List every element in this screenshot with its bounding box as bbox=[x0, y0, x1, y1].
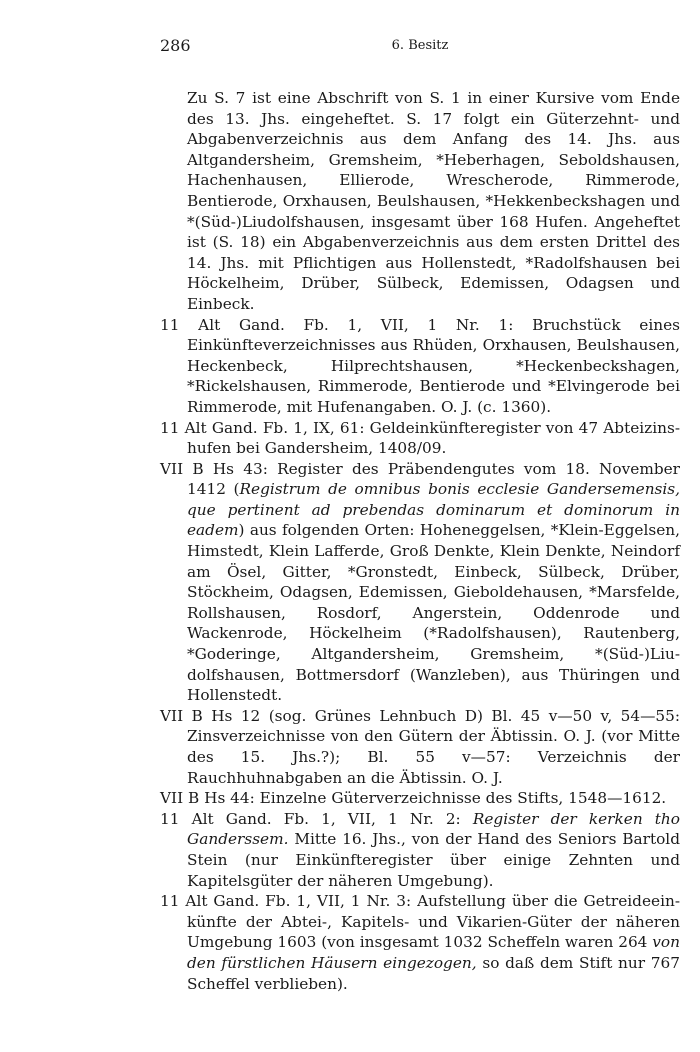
archive-entry bbox=[160, 891, 680, 994]
page-body bbox=[160, 88, 680, 994]
running-head: 6. Besitz bbox=[391, 38, 449, 53]
archive-entry bbox=[160, 706, 680, 788]
archive-entry bbox=[160, 315, 680, 418]
text-segment: Mitte 16. Jhs., von der Hand des Seniors Bartold Stein (nur Einkünfteregister über einige Zehnten und Kapitelsgüter der näheren Umgebung). bbox=[187, 830, 680, 890]
text-segment: 11 Alt Gand. Fb. 1, VII, 1 Nr. 1: Bruchstück eines Einkünfteverzeichnisses aus Rhüden, Orxhausen, Beulshausen, Heckenbeck, Hilprechtshausen, *Heckenbeckshagen, *Rickelshausen, Rimmerode, Bentierode und *Elvingerode bei Rimmerode, mit Hufenangaben. O. J. (c. 1360). bbox=[160, 315, 680, 416]
text-segment: Zu S. 7 ist eine Abschrift von S. 1 in einer Kursive vom Ende des 13. Jhs. eingeheftet. S. 17 folgt ein Güterzehnt- und Abgabenverzeichnis aus dem Anfang des 14. Jhs. aus Altgandersheim, Gremsheim, *Heberhagen, Seboldshausen, Hachenhausen, Ellierode, Wrescherode, Rimmerode, Bentierode, Orxhausen, Beulshausen, *Hekkenbeckshagen und *(Süd-)Liudolfshausen, insgesamt über 168 Hufen. Angeheftet ist (S. 18) ein Abgabenverzeichnis aus dem ersten Drittel des 14. Jhs. mit Pflichtigen aus Hollenstedt, *Radolfshausen bei Höckelheim, Drüber, Sülbeck, Edemissen, Odagsen und Einbeck. bbox=[187, 89, 680, 313]
text-segment: 11 Alt Gand. Fb. 1, VII, 1 Nr. 2: bbox=[160, 809, 473, 828]
quoted-phrase: von den fürstlichen Häusern eingezogen, bbox=[187, 933, 680, 972]
text-segment: VII B Hs 43: Register des Präbendengutes vom 18. November 1412 ( bbox=[160, 459, 680, 499]
page-number: 286 bbox=[160, 36, 191, 55]
page-header bbox=[160, 36, 680, 66]
archive-entry bbox=[160, 459, 680, 706]
archive-entry bbox=[160, 809, 680, 891]
text-segment: 11 Alt Gand. Fb. 1, IX, 61: Geldeinkünfteregister von 47 Abteizinshufen bei Gandersheim, 1408/09. bbox=[160, 418, 680, 458]
archive-entry bbox=[160, 788, 680, 809]
text-segment: VII B Hs 44: Einzelne Güterverzeichnisse des Stifts, 1548—1612. bbox=[160, 789, 667, 808]
latin-title: Registrum de omnibus bonis ecclesie Gandersemensis, que pertinent ad prebendas dominarum et dominorum in eadem bbox=[187, 480, 681, 540]
text-segment: so daß dem Stift nur 767 Scheffel verblieben). bbox=[187, 953, 680, 993]
text-segment: VII B Hs 12 (sog. Grünes Lehnbuch D) Bl. 45 v—50 v, 54—55: Zinsverzeichnisse von den Gütern der Äbtissin. O. J. (vor Mitte des 15. Jhs.?); Bl. 55 v—57: Verzeichnis der Rauchhuhnabgaben an die Äbtissin. O. J. bbox=[160, 706, 680, 787]
text-segment: 11 Alt Gand. Fb. 1, VII, 1 Nr. 3: Aufstellung über die Getreideeinkünfte der Abtei-, Kapitels- und Vikarien-Güter der näheren Umgebung 1603 (von insgesamt 1032 Scheffeln waren 264 bbox=[160, 892, 680, 952]
register-title: Register der kerken tho Ganderssem. bbox=[187, 809, 680, 849]
archive-entry bbox=[160, 418, 680, 459]
text-segment: ) aus folgenden Orten: Hoheneggelsen, *Klein-Eggelsen, Himstedt, Klein Lafferde, Groß Denkte, Klein Denkte, Neindorf am Ösel, Gitter, *Gronstedt, Einbeck, Sülbeck, Drüber, Stöckheim, Odagsen, Edemissen, Gieboldehausen, *Marsfelde, Rollshausen, Rosdorf, Angerstein, Oddenrode und Wackenrode, Höckelheim (*Radolfshausen), Rautenberg, *Goderinge, Altgandersheim, Gremsheim, *(Süd-)Liudolfshausen, Bottmersdorf (Wanzleben), aus Thüringen und Hollenstedt. bbox=[187, 521, 680, 705]
paragraph-continuation bbox=[160, 88, 680, 315]
